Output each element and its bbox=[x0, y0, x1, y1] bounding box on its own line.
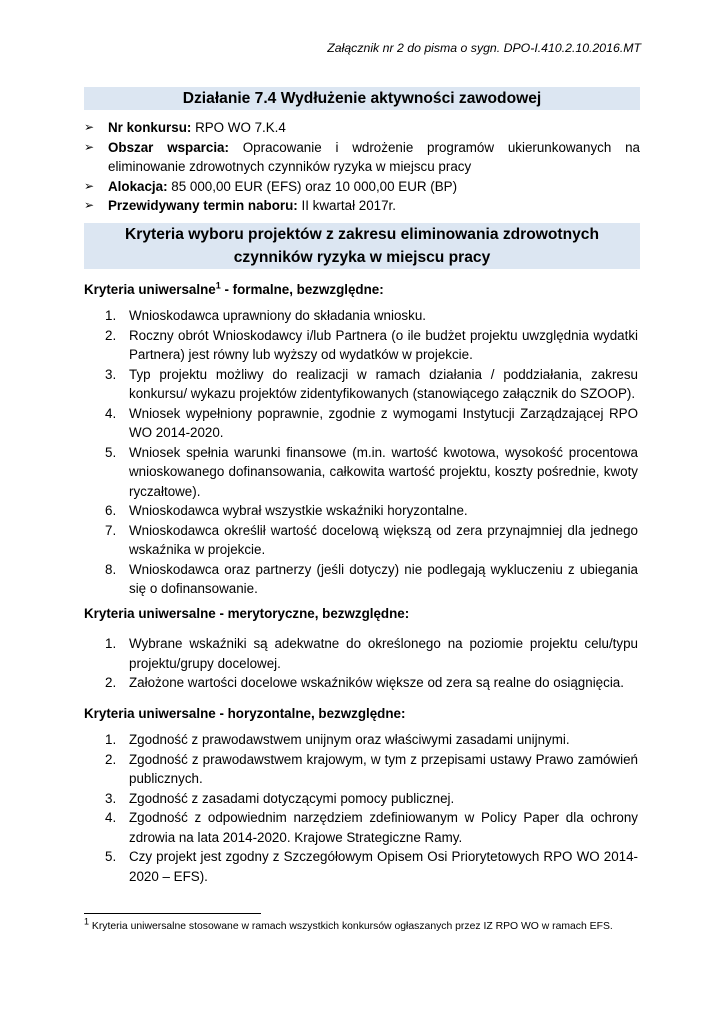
list-item: 6. Wnioskodawca wybrał wszystkie wskaźniki horyzontalne. bbox=[105, 503, 468, 518]
formal-criteria-heading: Kryteria uniwersalne$^1$ - formalne, bezwzględne: bbox=[84, 280, 384, 297]
list-item: 5. Czy projekt jest zgodny z Szczegółowym Opisem Osi Priorytetowych RPO WO 2014-2020 – EFS). bbox=[105, 849, 638, 884]
footnote: $^1$ Kryteria uniwersalne stosowane w ramach wszystkich konkursów ogłaszanych przez IZ RPO WO w ramach EFS. bbox=[84, 916, 613, 932]
footnote-ref: 1 bbox=[215, 280, 221, 291]
list-item: 3. Typ projektu możliwy do realizacji w ramach działania / poddziałania, zakresu konkursu/ wykazu projektów zidentyfikowanych (stanowiącego załącznik do SZOOP). bbox=[105, 366, 638, 401]
arrow-bullet-icon: ➢ bbox=[84, 139, 95, 154]
list-item: 1. Zgodność z prawodawstwem unijnym oraz właściwymi zasadami unijnymi. bbox=[105, 732, 570, 747]
measure-title: Działanie 7.4 Wydłużenie aktywności zawodowej bbox=[84, 87, 640, 110]
info-item-allocation: ➢ Alokacja: 85 000,00 EUR (EFS) oraz 10 000,00 EUR (BP) bbox=[84, 177, 640, 197]
list-item: 4. Wniosek wypełniony poprawnie, zgodnie z wymogami Instytucji Zarządzającej RPO WO 2014-2020. bbox=[105, 405, 638, 440]
footnote-divider bbox=[84, 913, 261, 914]
horizontal-criteria-list bbox=[105, 730, 638, 886]
arrow-bullet-icon: ➢ bbox=[84, 198, 95, 212]
info-item-deadline: ➢ Przewidywany termin naboru: II kwartał 2017r. bbox=[84, 196, 640, 216]
arrow-bullet-icon: ➢ bbox=[84, 120, 95, 134]
list-item: 1. Wnioskodawca uprawniony do składania wniosku. bbox=[105, 308, 426, 323]
list-item: 3. Zgodność z zasadami dotyczącymi pomocy publicznej. bbox=[105, 790, 455, 806]
arrow-bullet-icon: ➢ bbox=[84, 178, 95, 193]
info-item-area: ➢ Obszar wsparcia: Opracowanie i wdrożenie programów ukierunkowanych na eliminowanie zdrowotnych czynników ryzyka w miejscu pracy bbox=[84, 139, 640, 174]
list-item: 2. Roczny obrót Wnioskodawcy i/lub Partnera (o ile budżet projektu uwzględnia wydatki Partnera) jest równy lub wyższy od wydatków w projekcie. bbox=[105, 327, 638, 362]
merit-criteria-list bbox=[105, 634, 638, 693]
call-info-list bbox=[84, 118, 640, 216]
list-item: 7. Wnioskodawca określił wartość docelową większą od zera przynajmniej dla jednego wskaźnika w projekcie. bbox=[105, 522, 638, 557]
merit-criteria-heading: Kryteria uniwersalne - merytoryczne, bezwzględne: bbox=[84, 606, 410, 621]
list-item: 8. Wnioskodawca oraz partnerzy (jeśli dotyczy) nie podlegają wykluczeniu z ubiegania się o dofinansowanie. bbox=[105, 561, 638, 596]
list-item: 4. Zgodność z odpowiednim narzędziem zdefiniowanym w Policy Paper dla ochrony zdrowia na lata 2014-2020. Krajowe Strategiczne Ramy. bbox=[105, 810, 638, 845]
info-item-competition: ➢ Nr konkursu: RPO WO 7.K.4 bbox=[84, 118, 640, 138]
criteria-title: Kryteria wyboru projektów z zakresu eliminowania zdrowotnych czynników ryzyka w miejscu pracy bbox=[84, 223, 640, 269]
horizontal-criteria-heading: Kryteria uniwersalne - horyzontalne, bezwzględne: bbox=[84, 706, 406, 721]
formal-criteria-list bbox=[105, 306, 638, 599]
list-item: 5. Wniosek spełnia warunki finansowe (m.in. wartość kwotowa, wysokość procentowa wnioskowanego dofinansowania, całkowita wartość projektu, koszty pośrednie, kwoty ryczałtowe). bbox=[105, 444, 638, 499]
list-item: 1. Wybrane wskaźniki są adekwatne do określonego na poziomie projektu celu/typu projektu/grupy docelowej. bbox=[105, 636, 638, 671]
list-item: 2. Założone wartości docelowe wskaźników większe od zera są realne do osiągnięcia. bbox=[105, 675, 624, 690]
annex-reference: Załącznik nr 2 do pisma o sygn. DPO-I.410.2.10.2016.MT bbox=[327, 41, 641, 55]
list-item: 2. Zgodność z prawodawstwem krajowym, w tym z przepisami ustawy Prawo zamówień publicznych. bbox=[105, 751, 638, 786]
